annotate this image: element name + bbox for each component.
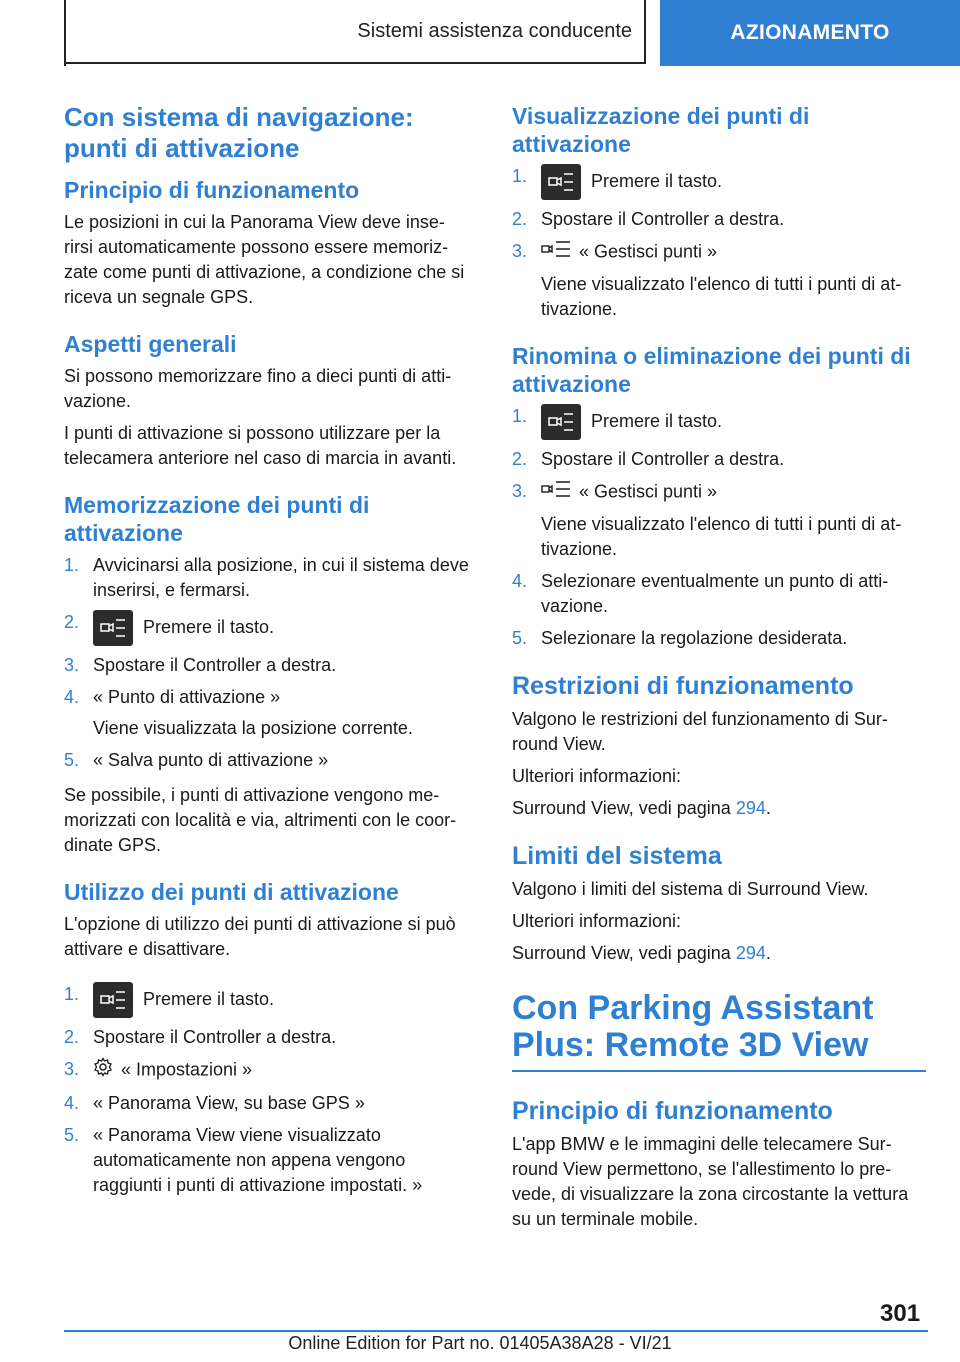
subsection-title: Rinomina o eliminazione dei punti di attivazione [512, 343, 911, 397]
step-text: « Gestisci punti » [579, 241, 718, 262]
section-title: Con sistema di navigazione: punti di attivazione [64, 102, 414, 163]
step-subtext: Viene visualizzato l'elenco di tutti i punti di at‐ tivazione. [541, 274, 902, 319]
paragraph [512, 941, 926, 966]
camera-key-icon [541, 164, 581, 200]
header-tab [660, 0, 960, 66]
paragraph: Si possono memorizzare fino a dieci punti di atti‐ vazione. [64, 366, 452, 411]
step-text: Premere il tasto. [143, 616, 275, 637]
list-item [64, 553, 476, 603]
list-item [512, 404, 926, 440]
step-text: Selezionare eventualmente un punto di atti‐ vazione. [541, 571, 889, 616]
step-text: Selezionare la regolazione desiderata. [541, 628, 848, 648]
step-text: Premere il tasto. [143, 988, 275, 1009]
subsection-title: Visualizzazione dei punti di attivazione [512, 103, 810, 157]
camera-key-icon [93, 610, 133, 646]
list-item [64, 748, 476, 773]
page-reference-link[interactable]: 294 [735, 943, 766, 963]
subsection-title: Memorizzazione dei punti di attivazione [64, 492, 370, 546]
paragraph: Ulteriori informazioni: [512, 766, 682, 786]
paragraph: L'app BMW e le immagini delle telecamere Sur‐ round View permettono, se l'allestimento lo pre‐ vede, di visualizzare la zona circostante la vettura su un terminale mobile. [512, 1134, 909, 1229]
reference-punctuation: . [765, 943, 771, 963]
subsection-title: Utilizzo dei punti di attivazione [64, 879, 399, 905]
reference-text: Surround View, vedi pagina [512, 943, 736, 963]
right-column [512, 102, 926, 1239]
step-number: 1. [64, 555, 80, 575]
step-text: Spostare il Controller a destra. [541, 209, 785, 229]
list-item [512, 479, 926, 562]
reference-punctuation: . [765, 798, 771, 818]
list-item [64, 1057, 476, 1084]
footer-edition: Online Edition for Part no. 01405A38A28 - VI/21 [288, 1333, 672, 1353]
list-item [64, 982, 476, 1018]
paragraph [512, 796, 926, 821]
step-subtext: Viene visualizzata la posizione corrente. [93, 718, 413, 738]
chapter-title: Con Parking Assistant Plus: Remote 3D View [512, 990, 926, 1072]
list-item [512, 569, 926, 619]
list-item [64, 653, 476, 678]
subsection-title: Principio di funzionamento [64, 177, 360, 203]
step-number: 3. [64, 655, 80, 675]
step-text: Spostare il Controller a destra. [93, 655, 337, 675]
step-number: 2. [512, 209, 528, 229]
paragraph: Valgono i limiti del sistema di Surround View. [512, 879, 869, 899]
list-item [512, 164, 926, 200]
list-item [512, 447, 926, 472]
list-item [64, 1025, 476, 1050]
camera-key-icon [541, 404, 581, 440]
paragraph: L'opzione di utilizzo dei punti di attivazione si può attivare e disattivare. [64, 914, 456, 959]
manage-points-icon [541, 479, 571, 506]
step-text: Premere il tasto. [591, 170, 723, 191]
step-number: 4. [64, 687, 80, 707]
list-item [64, 1091, 476, 1116]
step-text: « Panorama View viene visualizzato automaticamente non appena vengono raggiunti i punti di attivazione impostati. » [93, 1125, 423, 1195]
step-text: « Punto di attivazione » [93, 687, 281, 707]
step-text: « Impostazioni » [121, 1059, 253, 1080]
paragraph: Se possibile, i punti di attivazione vengono me‐ morizzati con località e via, altrimenti con le coor‐ dinate GPS. [64, 785, 457, 855]
subsection-title: Principio di funzionamento [512, 1097, 833, 1125]
header-tab-label: AZIONAMENTO [730, 21, 890, 44]
step-number: 2. [64, 1027, 80, 1047]
steps-list [512, 164, 926, 322]
paragraph: Le posizioni in cui la Panorama View deve inse‐ rirsi automaticamente possono essere memoriz‐ zate come punti di attivazione, a condizione che si riceva un segnale GPS. [64, 212, 465, 307]
left-column [64, 102, 476, 1208]
step-text: Avvicinarsi alla posizione, in cui il sistema deve inserirsi, e fermarsi. [93, 555, 469, 600]
steps-list [64, 982, 476, 1198]
subsection-title: Restrizioni di funzionamento [512, 672, 854, 700]
list-item [64, 685, 476, 741]
page-reference-link[interactable]: 294 [735, 798, 766, 818]
list-item [64, 610, 476, 646]
step-number: 3. [512, 241, 528, 261]
step-text: « Salva punto di attivazione » [93, 750, 329, 770]
step-subtext: Viene visualizzato l'elenco di tutti i punti di at‐ tivazione. [541, 514, 902, 559]
step-number: 2. [64, 612, 80, 632]
steps-list [64, 553, 476, 773]
steps-list [512, 404, 926, 651]
step-number: 4. [512, 571, 528, 591]
subsection-title: Aspetti generali [64, 331, 237, 357]
step-number: 2. [512, 449, 528, 469]
step-number: 1. [64, 984, 80, 1004]
step-number: 5. [64, 750, 80, 770]
subsection-title: Limiti del sistema [512, 842, 722, 870]
paragraph: Ulteriori informazioni: [512, 911, 682, 931]
reference-text: Surround View, vedi pagina [512, 798, 736, 818]
step-number: 1. [512, 406, 528, 426]
step-text: « Panorama View, su base GPS » [93, 1093, 365, 1113]
header-section-label: Sistemi assistenza conducente [357, 19, 632, 42]
step-text: « Gestisci punti » [579, 481, 718, 502]
page-number: 301 [880, 1300, 921, 1327]
list-item [512, 207, 926, 232]
footer-rule [64, 1330, 928, 1332]
step-number: 1. [512, 166, 528, 186]
step-number: 3. [64, 1059, 80, 1079]
gear-icon [93, 1057, 113, 1084]
step-number: 5. [512, 628, 528, 648]
step-number: 5. [64, 1125, 80, 1145]
list-item [512, 626, 926, 651]
paragraph: I punti di attivazione si possono utilizzare per la telecamera anteriore nel caso di marcia in avanti. [64, 423, 457, 468]
step-text: Spostare il Controller a destra. [93, 1027, 337, 1047]
step-text: Premere il tasto. [591, 410, 723, 431]
header-section-title [66, 0, 646, 64]
step-number: 3. [512, 481, 528, 501]
list-item [512, 239, 926, 322]
step-text: Spostare il Controller a destra. [541, 449, 785, 469]
camera-key-icon [93, 982, 133, 1018]
paragraph: Valgono le restrizioni del funzionamento di Sur‐ round View. [512, 709, 888, 754]
manage-points-icon [541, 239, 571, 266]
step-number: 4. [64, 1093, 80, 1113]
list-item [64, 1123, 476, 1198]
